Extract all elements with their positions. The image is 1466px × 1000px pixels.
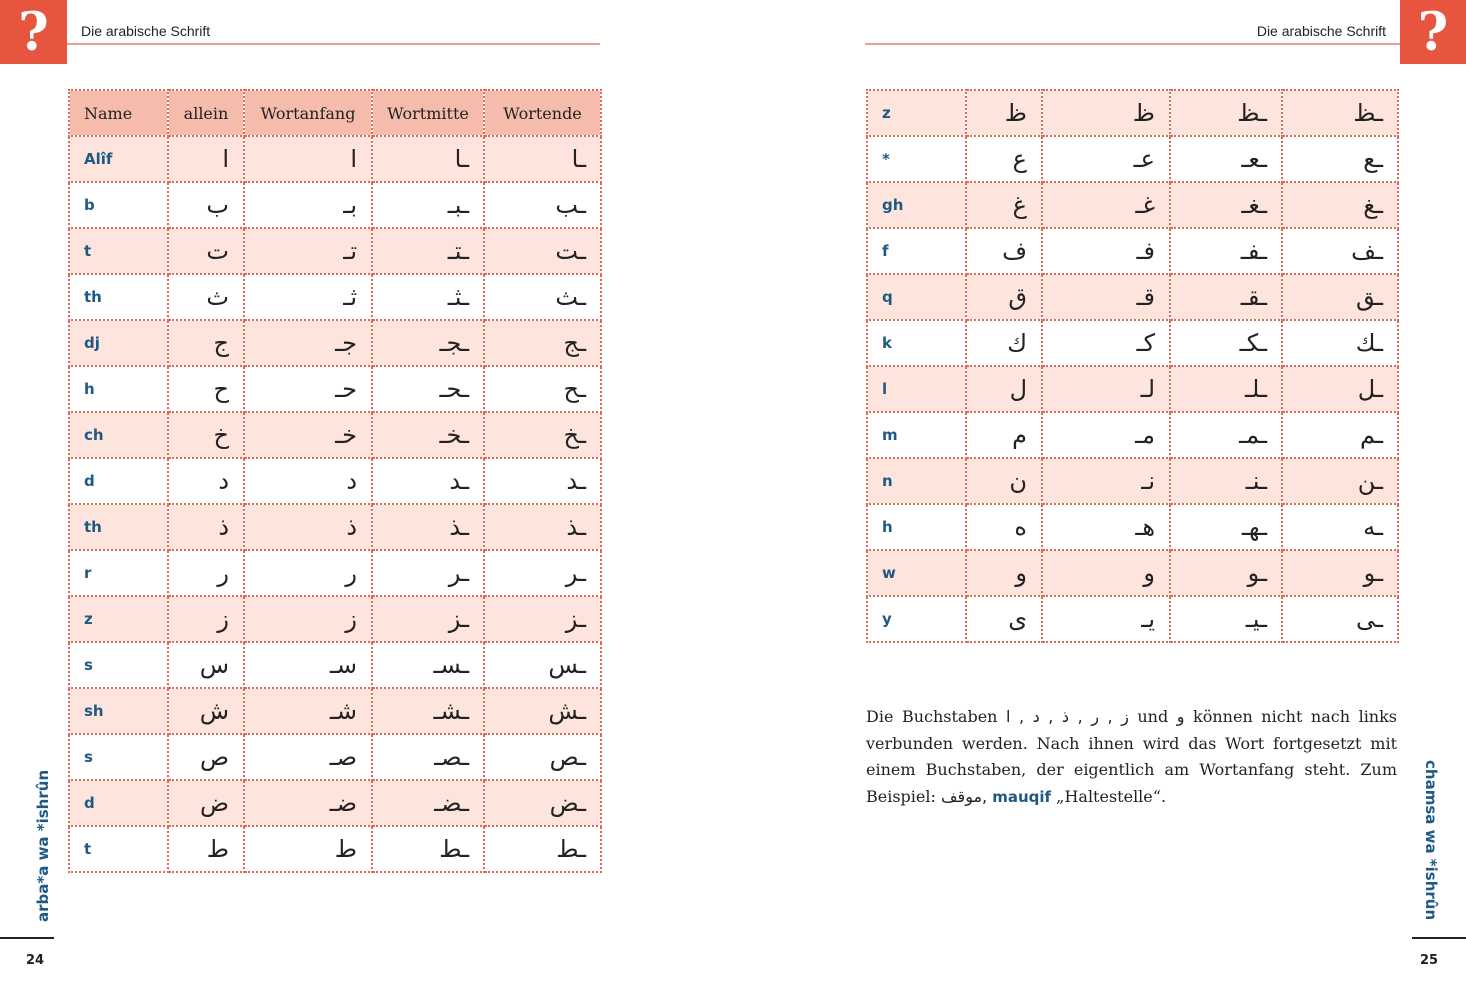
letter-name-cell: * (867, 136, 966, 182)
letter-form-medial: ـر (372, 550, 484, 596)
letter-name-cell: h (867, 504, 966, 550)
letter-waw: و (1176, 707, 1185, 726)
letter-form-final: ـن (1282, 458, 1398, 504)
letter-form-initial: هـ (1042, 504, 1170, 550)
letter-form-medial: ـط (372, 826, 484, 872)
letter-form-initial: قـ (1042, 274, 1170, 320)
question-mark-icon: ? (0, 0, 67, 64)
letter-form-initial: ثـ (244, 274, 372, 320)
letter-form-medial: ـز (372, 596, 484, 642)
letter-form-medial: ـسـ (372, 642, 484, 688)
letter-form-alone: و (966, 550, 1042, 596)
example-transliteration: mauqif (992, 787, 1052, 806)
letter-form-medial: ـتـ (372, 228, 484, 274)
letter-form-initial: نـ (1042, 458, 1170, 504)
alphabet-table-right (866, 89, 1399, 643)
letter-form-final: ـم (1282, 412, 1398, 458)
page-number-left: 24 (26, 953, 45, 968)
table-row (867, 182, 1398, 228)
letter-form-initial: جـ (244, 320, 372, 366)
question-mark-icon: ? (1400, 0, 1466, 64)
letter-form-medial: ـخـ (372, 412, 484, 458)
letter-form-final: ـذ (484, 504, 601, 550)
letter-form-final: ـص (484, 734, 601, 780)
letter-form-alone: ر (168, 550, 244, 596)
column-header-alone: allein (168, 90, 244, 136)
non-connecting-letters: ز , ر , ذ , د , ا (1006, 707, 1129, 726)
letter-name-cell: q (867, 274, 966, 320)
letter-form-alone: ن (966, 458, 1042, 504)
letter-form-initial: ط (244, 826, 372, 872)
letter-form-initial: صـ (244, 734, 372, 780)
letter-form-final: ـف (1282, 228, 1398, 274)
letter-form-alone: ذ (168, 504, 244, 550)
letter-form-initial: غـ (1042, 182, 1170, 228)
letter-form-final: ـج (484, 320, 601, 366)
letter-form-medial: ـمـ (1170, 412, 1282, 458)
explanation-paragraph (866, 704, 1397, 810)
letter-name-cell: s (69, 734, 168, 780)
letter-form-initial: عـ (1042, 136, 1170, 182)
header-rule-right (865, 43, 1400, 45)
letter-form-alone: ج (168, 320, 244, 366)
letter-form-medial: ـحـ (372, 366, 484, 412)
example-arabic-word: موقف, (940, 786, 988, 806)
table-row (867, 90, 1398, 136)
letter-form-medial: ـظ (1170, 90, 1282, 136)
letter-form-initial: سـ (244, 642, 372, 688)
letter-form-medial: ـو (1170, 550, 1282, 596)
letter-name-cell: z (69, 596, 168, 642)
letter-name-cell: Alîf (69, 136, 168, 182)
letter-form-final: ـض (484, 780, 601, 826)
table-row (867, 596, 1398, 642)
letter-form-alone: ق (966, 274, 1042, 320)
letter-form-medial: ـضـ (372, 780, 484, 826)
letter-form-medial: ـشـ (372, 688, 484, 734)
letter-form-final: ـس (484, 642, 601, 688)
letter-name-cell: t (69, 228, 168, 274)
para-text-1: Die Buchstaben (866, 707, 998, 726)
table-row (867, 366, 1398, 412)
letter-form-alone: م (966, 412, 1042, 458)
letter-name-cell: m (867, 412, 966, 458)
letter-form-final: ـب (484, 182, 601, 228)
table-row (69, 550, 601, 596)
table-row (69, 734, 601, 780)
letter-form-initial: و (1042, 550, 1170, 596)
letter-form-initial: مـ (1042, 412, 1170, 458)
table-row (69, 780, 601, 826)
column-header-initial: Wortanfang (244, 90, 372, 136)
table-row (867, 136, 1398, 182)
letter-form-alone: ا (168, 136, 244, 182)
letter-form-alone: ث (168, 274, 244, 320)
letter-form-medial: ـهـ (1170, 504, 1282, 550)
letter-form-medial: ـيـ (1170, 596, 1282, 642)
letter-form-final: ـد (484, 458, 601, 504)
letter-form-alone: ظ (966, 90, 1042, 136)
letter-form-alone: ى (966, 596, 1042, 642)
letter-form-alone: د (168, 458, 244, 504)
letter-name-cell: l (867, 366, 966, 412)
letter-form-alone: غ (966, 182, 1042, 228)
letter-name-cell: th (69, 274, 168, 320)
alphabet-table-left (68, 89, 602, 873)
letter-form-medial: ـصـ (372, 734, 484, 780)
letter-form-final: ـظ (1282, 90, 1398, 136)
letter-form-final: ـخ (484, 412, 601, 458)
table-row (69, 366, 601, 412)
letter-name-cell: r (69, 550, 168, 596)
letter-name-cell: n (867, 458, 966, 504)
letter-form-medial: ـفـ (1170, 228, 1282, 274)
letter-form-alone: ض (168, 780, 244, 826)
letter-name-cell: th (69, 504, 168, 550)
letter-form-initial: حـ (244, 366, 372, 412)
column-header-final: Wortende (484, 90, 601, 136)
letter-form-final: ـط (484, 826, 601, 872)
table-row (69, 458, 601, 504)
table-row (69, 642, 601, 688)
running-header-right: Die arabische Schrift (1256, 23, 1386, 39)
letter-name-cell: t (69, 826, 168, 872)
letter-form-final: ـى (1282, 596, 1398, 642)
letter-form-medial: ـذ (372, 504, 484, 550)
letter-form-alone: ه (966, 504, 1042, 550)
letter-form-initial: ز (244, 596, 372, 642)
letter-name-cell: d (69, 780, 168, 826)
letter-form-medial: ـثـ (372, 274, 484, 320)
letter-form-initial: لـ (1042, 366, 1170, 412)
letter-form-initial: ضـ (244, 780, 372, 826)
letter-form-medial: ـلـ (1170, 366, 1282, 412)
letter-form-initial: فـ (1042, 228, 1170, 274)
letter-form-final: ـت (484, 228, 601, 274)
table-row (69, 412, 601, 458)
letter-form-medial: ـد (372, 458, 484, 504)
letter-name-cell: z (867, 90, 966, 136)
letter-form-initial: بـ (244, 182, 372, 228)
page-number-words-right: chamsa wa *ishrûn (1422, 760, 1440, 921)
letter-name-cell: y (867, 596, 966, 642)
letter-form-final: ـر (484, 550, 601, 596)
letter-name-cell: f (867, 228, 966, 274)
letter-form-alone: ز (168, 596, 244, 642)
letter-form-medial: ـا (372, 136, 484, 182)
table-row (69, 504, 601, 550)
letter-form-medial: ـجـ (372, 320, 484, 366)
letter-name-cell: gh (867, 182, 966, 228)
letter-form-alone: ح (168, 366, 244, 412)
table-row (867, 504, 1398, 550)
letter-form-alone: ت (168, 228, 244, 274)
letter-form-initial: شـ (244, 688, 372, 734)
table-row (867, 550, 1398, 596)
letter-form-medial: ـنـ (1170, 458, 1282, 504)
letter-form-final: ـش (484, 688, 601, 734)
para-text-3: können nicht nach links verbunden werden. Nach ihnen wird das Wort fortgesetzt mit einem Buchstaben, der eigentlich am Wortanfang steht. Zum Beispiel: (866, 707, 1398, 806)
running-header-left: Die arabische Schrift (81, 23, 211, 39)
letter-form-initial: يـ (1042, 596, 1170, 642)
page-number-right: 25 (1420, 953, 1439, 968)
table-row (867, 412, 1398, 458)
letter-name-cell: h (69, 366, 168, 412)
letter-name-cell: k (867, 320, 966, 366)
letter-form-final: ـث (484, 274, 601, 320)
letter-form-final: ـح (484, 366, 601, 412)
letter-name-cell: ch (69, 412, 168, 458)
table-row (69, 320, 601, 366)
table-row (69, 136, 601, 182)
letter-form-final: ـغ (1282, 182, 1398, 228)
letter-name-cell: b (69, 182, 168, 228)
letter-name-cell: w (867, 550, 966, 596)
letter-form-final: ـل (1282, 366, 1398, 412)
table-header-row (69, 90, 601, 136)
letter-name-cell: dj (69, 320, 168, 366)
letter-name-cell: s (69, 642, 168, 688)
table-row (69, 596, 601, 642)
letter-form-medial: ـعـ (1170, 136, 1282, 182)
table-row (69, 688, 601, 734)
table-row (867, 458, 1398, 504)
letter-form-final: ـو (1282, 550, 1398, 596)
letter-form-final: ـه (1282, 504, 1398, 550)
table-row (69, 228, 601, 274)
letter-form-alone: ص (168, 734, 244, 780)
letter-form-initial: ا (244, 136, 372, 182)
letter-form-initial: خـ (244, 412, 372, 458)
letter-form-alone: ل (966, 366, 1042, 412)
letter-form-medial: ـقـ (1170, 274, 1282, 320)
letter-form-alone: ب (168, 182, 244, 228)
table-row (867, 274, 1398, 320)
letter-form-final: ـع (1282, 136, 1398, 182)
letter-form-alone: ط (168, 826, 244, 872)
letter-name-cell: sh (69, 688, 168, 734)
footer-rule-right (1412, 937, 1466, 939)
para-text-2: und (1137, 707, 1169, 726)
letter-form-final: ـق (1282, 274, 1398, 320)
letter-form-alone: ش (168, 688, 244, 734)
letter-form-initial: د (244, 458, 372, 504)
table-row (867, 320, 1398, 366)
footer-rule-left (0, 937, 54, 939)
column-header-name: Name (69, 90, 168, 136)
column-header-medial: Wortmitte (372, 90, 484, 136)
letter-name-cell: d (69, 458, 168, 504)
letter-form-final: ـك (1282, 320, 1398, 366)
table-row (867, 228, 1398, 274)
letter-form-medial: ـبـ (372, 182, 484, 228)
table-row (69, 274, 601, 320)
table-row (69, 182, 601, 228)
table-row (69, 826, 601, 872)
letter-form-initial: ر (244, 550, 372, 596)
letter-form-initial: كـ (1042, 320, 1170, 366)
example-meaning: „Haltestelle“. (1056, 786, 1167, 806)
letter-form-final: ـا (484, 136, 601, 182)
page-number-words-left: arba*a wa *ishrûn (34, 769, 52, 922)
letter-form-medial: ـغـ (1170, 182, 1282, 228)
letter-form-alone: ك (966, 320, 1042, 366)
letter-form-alone: س (168, 642, 244, 688)
letter-form-initial: تـ (244, 228, 372, 274)
letter-form-initial: ذ (244, 504, 372, 550)
letter-form-initial: ظ (1042, 90, 1170, 136)
letter-form-medial: ـكـ (1170, 320, 1282, 366)
header-rule-left (67, 43, 600, 45)
letter-form-alone: ف (966, 228, 1042, 274)
letter-form-final: ـز (484, 596, 601, 642)
letter-form-alone: ع (966, 136, 1042, 182)
letter-form-alone: خ (168, 412, 244, 458)
